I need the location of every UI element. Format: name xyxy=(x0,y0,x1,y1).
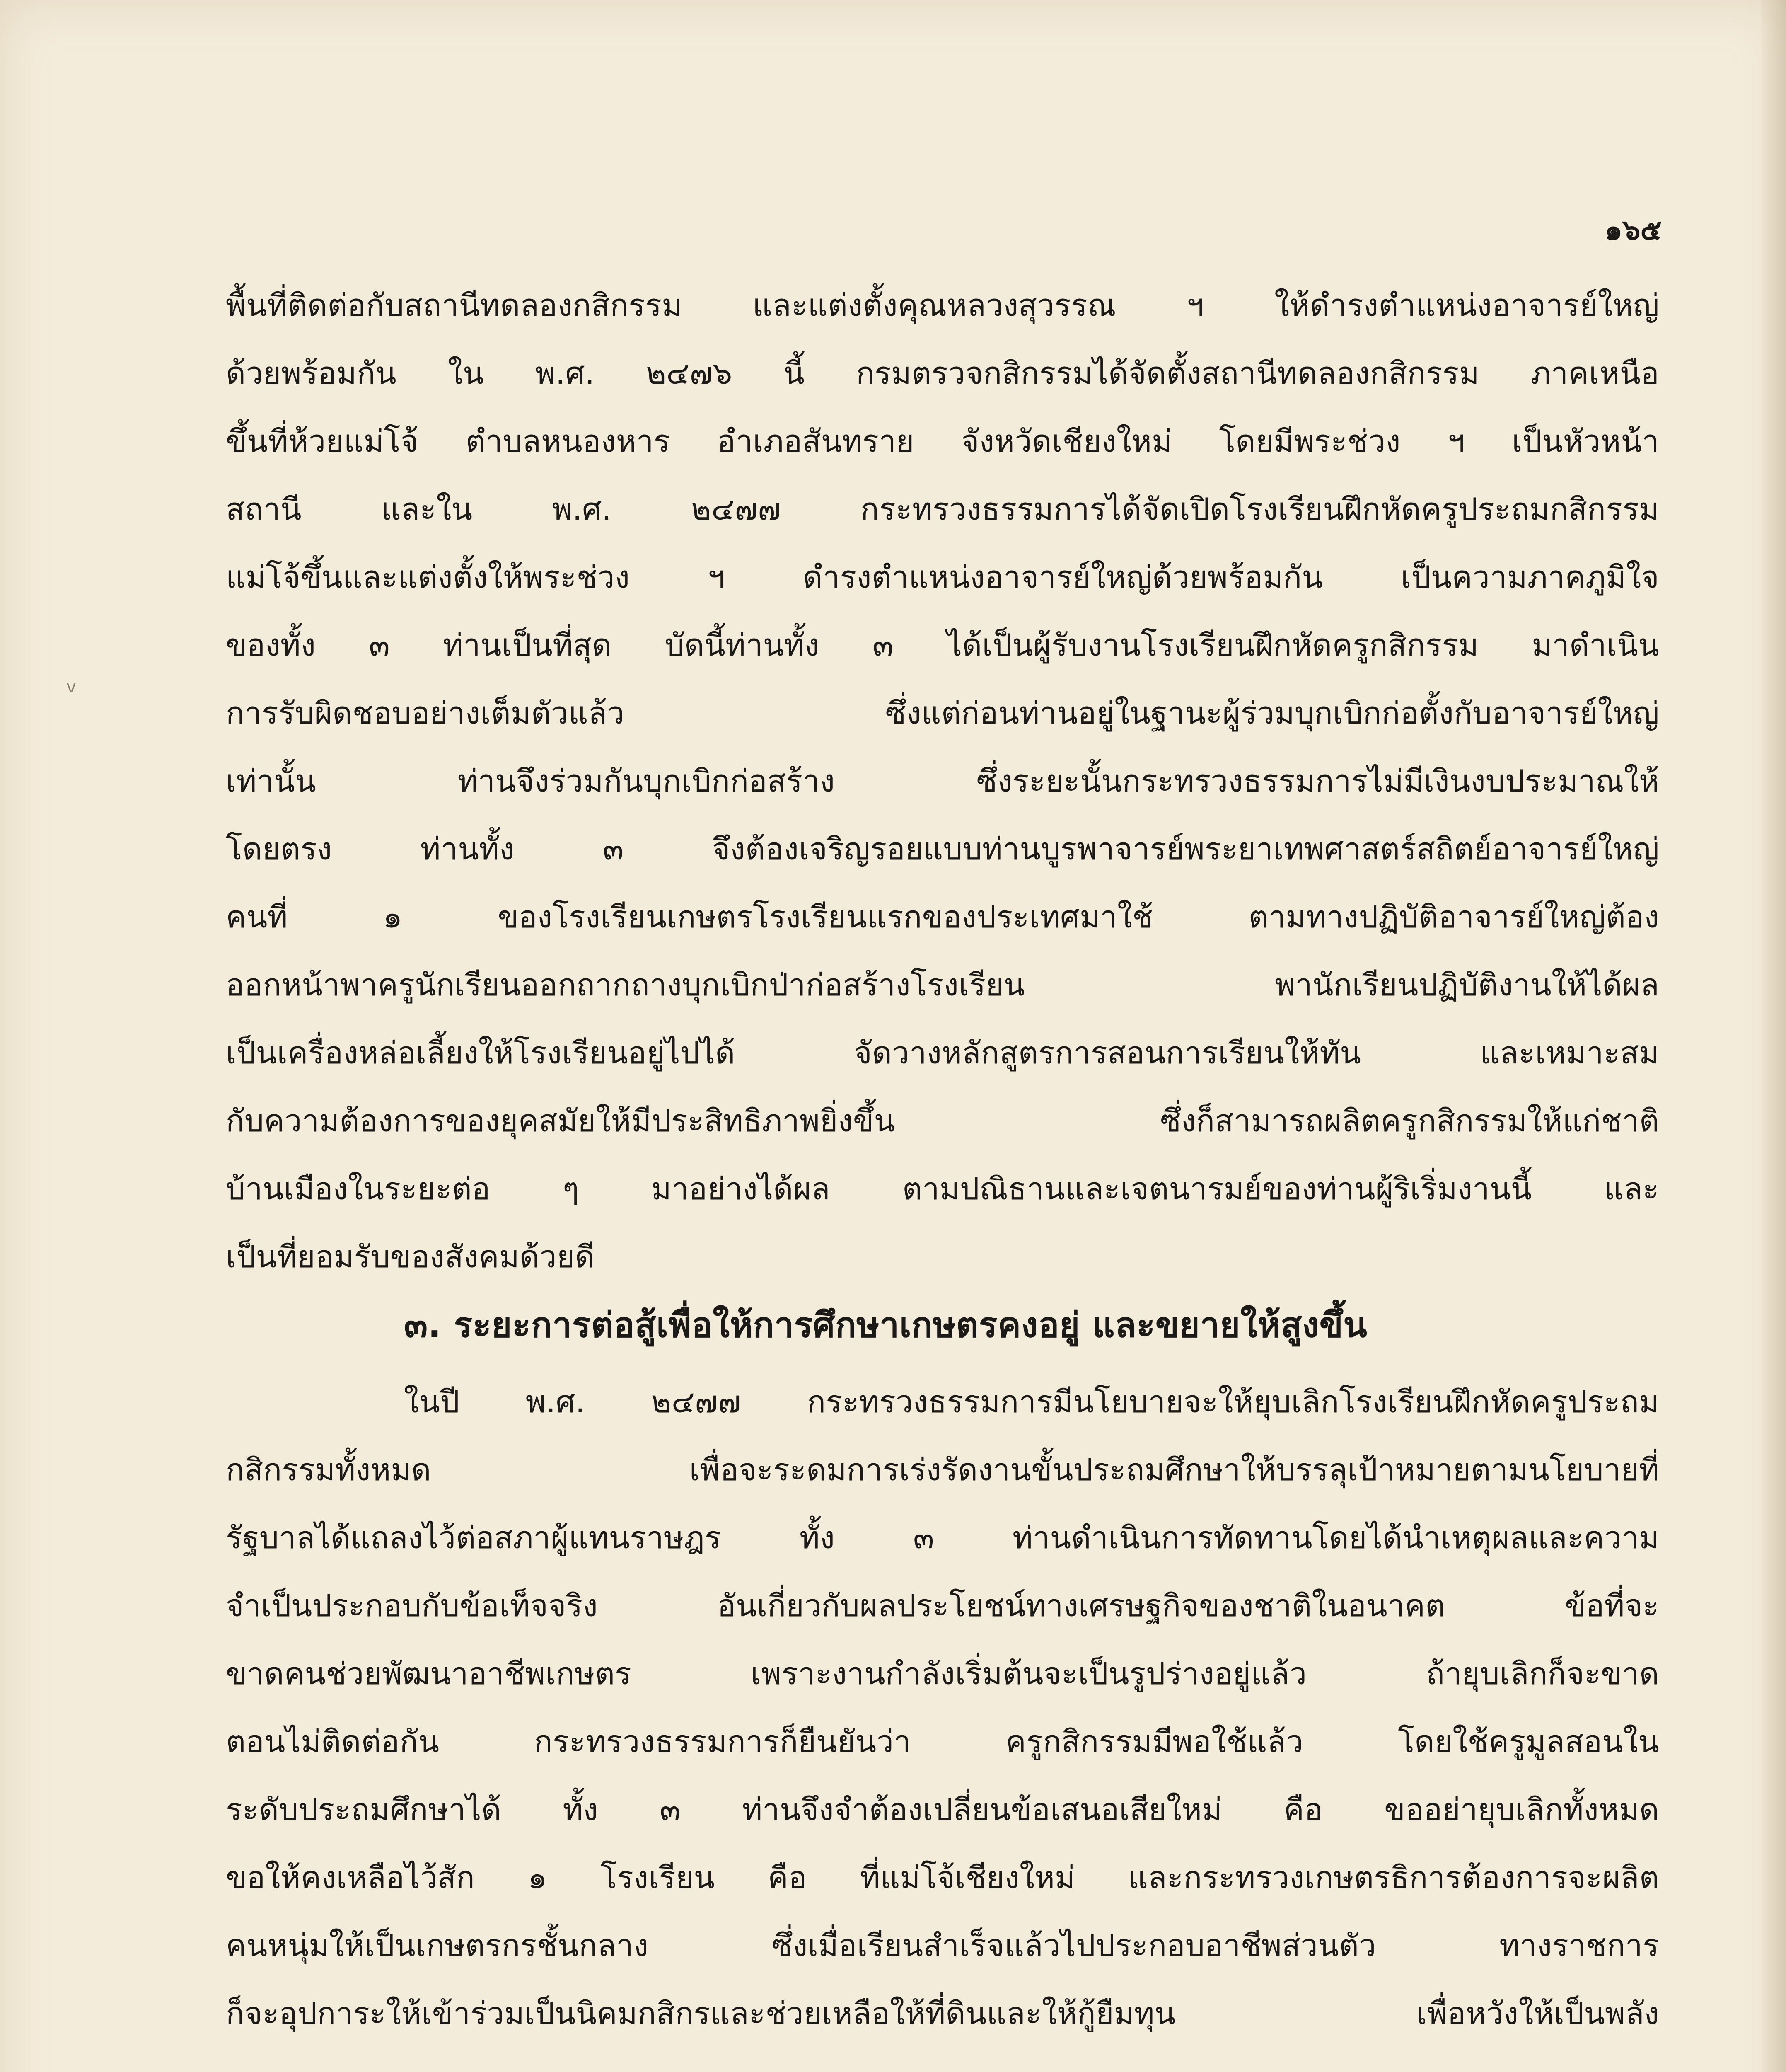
text-line: ขึ้นที่ห้วยแม่โจ้ ตำบลหนองหาร อำเภอสันทราย จังหวัดเชียงใหม่ โดยมีพระช่วง ฯ เป็นหัวหน้า xyxy=(226,424,1660,459)
text-line: ออกหน้าพาครูนักเรียนออกถากถางบุกเบิกป่าก่อสร้างโรงเรียน พานักเรียนปฏิบัติงานให้ได้ผล xyxy=(226,967,1659,1003)
paragraph-gap xyxy=(226,1359,1659,1368)
page-number: ๑๖๕ xyxy=(1605,213,1662,247)
text-line: ในปี พ.ศ. ๒๔๗๗ กระทรวงธรรมการมีนโยบายจะให้ยุบเลิกโรงเรียนฝึกหัดครูประถม xyxy=(404,1384,1659,1420)
text-line: กสิกรรมทั้งหมด เพื่อจะระดมการเร่งรัดงานขั้นประถมศึกษาให้บรรลุเป้าหมายตามนโยบายที่ xyxy=(226,1452,1659,1488)
text-line: จำเป็นประกอบกับข้อเท็จจริง อันเกี่ยวกับผลประโยชน์ทางเศรษฐกิจของชาติในอนาคต ข้อที่จะ xyxy=(226,1588,1659,1624)
page-edge-shadow xyxy=(1761,0,1786,2072)
text-line: สถานี และใน พ.ศ. ๒๔๗๗ กระทรวงธรรมการได้จัดเปิดโรงเรียนฝึกหัดครูประถมกสิกรรม xyxy=(226,491,1659,527)
text-line: การรับผิดชอบอย่างเต็มตัวแล้ว ซึ่งแต่ก่อนท่านอยู่ในฐานะผู้ร่วมบุกเบิกก่อตั้งกับอาจารย์ใหญ่ xyxy=(226,695,1659,731)
paragraph-1 xyxy=(226,271,1659,1291)
text-line: พื้นที่ติดต่อกับสถานีทดลองกสิกรรม และแต่งตั้งคุณหลวงสุวรรณ ฯ ให้ดำรงตำแหน่งอาจารย์ใหญ่ xyxy=(226,288,1659,323)
text-line: เป็นที่ยอมรับของสังคมด้วยดี xyxy=(226,1239,595,1275)
section-heading: ๓. ระยะการต่อสู้เพื่อให้การศึกษาเกษตรคงอยู่ และขยายให้สูงขึ้น xyxy=(404,1305,1368,1345)
text-line: ระดับประถมศึกษาได้ ทั้ง ๓ ท่านจึงจำต้องเปลี่ยนข้อเสนอเสียใหม่ คือ ขออย่ายุบเลิกทั้งหมด xyxy=(226,1792,1659,1828)
text-line: คนหนุ่มให้เป็นเกษตรกรชั้นกลาง ซึ่งเมื่อเรียนสำเร็จแล้วไปประกอบอาชีพส่วนตัว ทางราชการ xyxy=(226,1928,1659,1963)
text-line: โดยตรง ท่านทั้ง ๓ จึงต้องเจริญรอยแบบท่านบูรพาจารย์พระยาเทพศาสตร์สถิตย์อาจารย์ใหญ่ xyxy=(226,831,1659,867)
text-line: ตอนไม่ติดต่อกัน กระทรวงธรรมการก็ยืนยันว่า ครูกสิกรรมมีพอใช้แล้ว โดยใช้ครูมูลสอนใน xyxy=(226,1724,1659,1760)
text-line: รัฐบาลได้แถลงไว้ต่อสภาผู้แทนราษฎร ทั้ง ๓ ท่านดำเนินการทัดทานโดยได้นำเหตุผลและความ xyxy=(226,1520,1659,1556)
text-line: ขอให้คงเหลือไว้สัก ๑ โรงเรียน คือ ที่แม่โจ้เชียงใหม่ และกระทรวงเกษตรธิการต้องการจะผลิต xyxy=(226,1860,1659,1895)
margin-mark: v xyxy=(66,678,76,697)
text-line: เท่านั้น ท่านจึงร่วมกันบุกเบิกก่อสร้าง ซึ่งระยะนั้นกระทรวงธรรมการไม่มีเงินงบประมาณให้ xyxy=(226,763,1659,799)
body-text xyxy=(226,271,1659,2048)
text-line: ของทั้ง ๓ ท่านเป็นที่สุด บัดนี้ท่านทั้ง ๓ ได้เป็นผู้รับงานโรงเรียนฝึกหัดครูกสิกรรม มาดำเนิน xyxy=(226,627,1659,663)
text-line: ขาดคนช่วยพัฒนาอาชีพเกษตร เพราะงานกำลังเริ่มต้นจะเป็นรูปร่างอยู่แล้ว ถ้ายุบเลิกก็จะขาด xyxy=(226,1656,1659,1692)
text-line: ด้วยพร้อมกัน ใน พ.ศ. ๒๔๗๖ นี้ กรมตรวจกสิกรรมได้จัดตั้งสถานีทดลองกสิกรรม ภาคเหนือ xyxy=(226,356,1659,391)
text-line: ก็จะอุปการะให้เข้าร่วมเป็นนิคมกสิกรและช่วยเหลือให้ที่ดินและให้กู้ยืมทุน เพื่อหวังให้เป็นพลัง xyxy=(226,1996,1659,2031)
text-line: บ้านเมืองในระยะต่อ ๆ มาอย่างได้ผล ตามปณิธานและเจตนารมย์ของท่านผู้ริเริ่มงานนี้ และ xyxy=(226,1171,1659,1207)
text-line: เป็นเครื่องหล่อเลี้ยงให้โรงเรียนอยู่ไปได้ จัดวางหลักสูตรการสอนการเรียนให้ทัน และเหมาะสม xyxy=(226,1035,1659,1071)
text-line: คนที่ ๑ ของโรงเรียนเกษตรโรงเรียนแรกของประเทศมาใช้ ตามทางปฏิบัติอาจารย์ใหญ่ต้อง xyxy=(226,899,1659,935)
text-line: แม่โจ้ขึ้นและแต่งตั้งให้พระช่วง ฯ ดำรงตำแหน่งอาจารย์ใหญ่ด้วยพร้อมกัน เป็นความภาคภูมิใจ xyxy=(226,559,1659,595)
text-line: กับความต้องการของยุคสมัยให้มีประสิทธิภาพยิ่งขึ้น ซึ่งก็สามารถผลิตครูกสิกรรมให้แก่ชาติ xyxy=(226,1103,1659,1139)
paragraph-2 xyxy=(226,1368,1659,2048)
